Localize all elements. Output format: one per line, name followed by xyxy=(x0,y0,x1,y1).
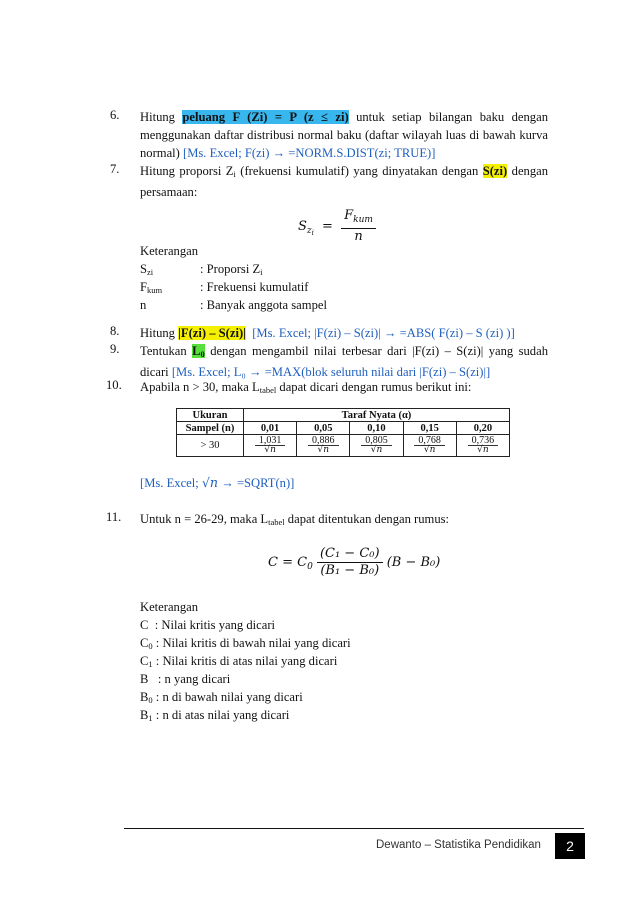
critical-value-cell: $\frac{1,031}{√n}$ xyxy=(244,435,297,457)
alpha-cell: 0,20 xyxy=(456,422,509,435)
item-9-number: 9. xyxy=(110,342,120,356)
highlight-peluang: peluang F (Zi) = P (z ≤ zi) xyxy=(182,110,349,124)
header-sampel: Sampel (n) xyxy=(177,422,244,435)
ket2-row: $B_1$ : n di atas nilai yang dicari xyxy=(140,708,290,723)
critical-value-cell: $\frac{0,768}{√n}$ xyxy=(403,435,456,457)
ket2-row: $B_0$ : n di bawah nilai yang dicari xyxy=(140,690,303,705)
header-ukuran: Ukuran xyxy=(177,409,244,422)
highlight-l0: $L_0$ xyxy=(192,344,205,359)
alpha-cell: 0,01 xyxy=(244,422,297,435)
ket2-row: C : Nilai kritis yang dicari xyxy=(140,618,276,632)
formula-interpolasi: $C = C_0$ $\frac{\text{(C₁ − C₀)}}{\text{(B₁ − B₀)}}$ (B − B₀) xyxy=(268,546,441,578)
page-number: 2 xyxy=(555,833,585,859)
critical-value-cell: $\frac{0,886}{√n}$ xyxy=(297,435,350,457)
item-6-text: Hitung peluang F (Zi) = P (z ≤ zi) untuk setiap bilangan baku dengan menggunakan daftar distribusi normal baku (daftar wilayah luas di bawah kurva normal) [Ms. Excel; F(zi) → =NORM.S.DIST(zi; TRUE)] xyxy=(140,110,548,160)
excel-note-9: [Ms. Excel; L₀ → =MAX(blok seluruh nilai dari |F(zi) – S(zi)|] xyxy=(171,365,491,379)
alpha-cell: 0,10 xyxy=(350,422,403,435)
item-7-text: Hitung proporsi $Z_i$ (frekuensi kumulatif) yang dinyatakan dengan S(zi) dengan persamaan: xyxy=(140,164,549,199)
excel-note-8: [Ms. Excel; |F(zi) – S(zi)| → =ABS( F(zi) – S (zi) )] xyxy=(245,326,515,340)
ket1-row-fkum: $F_{kum}$ : Frekuensi kumulatif xyxy=(140,280,309,295)
ket2-row: $C_0$ : Nilai kritis di bawah nilai yang dicari xyxy=(140,636,351,651)
item-11-number: 11. xyxy=(106,510,122,524)
ket2-row: $C_1$ : Nilai kritis di atas nilai yang dicari xyxy=(140,654,338,669)
ket2-row: B : n yang dicari xyxy=(140,672,231,686)
ket1-row-n: n : Banyak anggota sampel xyxy=(140,298,327,312)
keterangan-1-title: Keterangan xyxy=(140,244,199,258)
item-10-text: Apabila n > 30, maka $L_{tabel}$ dapat dicari dengan rumus berikut ini: xyxy=(140,380,472,395)
highlight-szi: S(zi) xyxy=(482,164,508,178)
item-8-text: Hitung |F(zi) – S(zi)| [Ms. Excel; |F(zi) – S(zi)| → =ABS( F(zi) – S (zi) )] xyxy=(140,326,515,340)
critical-value-cell: $\frac{0,805}{√n}$ xyxy=(350,435,403,457)
header-taraf-nyata: Taraf Nyata (α) xyxy=(244,409,510,422)
item-8-number: 8. xyxy=(110,324,120,338)
item-9-text: Tentukan $L_0$ dengan mengambil nilai terbesar dari |F(zi) – S(zi)| yang sudah dicari [Ms. Excel; L₀ → =MAX(blok seluruh nilai dari |F(zi) – S(zi)|] xyxy=(140,344,548,379)
footer-author-title: Dewanto – Statistika Pendidikan xyxy=(376,839,541,851)
item-10-number: 10. xyxy=(106,378,122,392)
alpha-cell: 0,15 xyxy=(403,422,456,435)
item-7-number: 7. xyxy=(110,162,120,176)
row-label-n30: > 30 xyxy=(177,435,244,457)
ket1-row-szi: $S_{zi}$ : Proporsi $Z_i$ xyxy=(140,262,263,277)
item-11-text: Untuk n = 26-29, maka $L_{tabel}$ dapat ditentukan dengan rumus: xyxy=(140,512,450,527)
critical-value-cell: $\frac{0,736}{√n}$ xyxy=(456,435,509,457)
alpha-cell: 0,05 xyxy=(297,422,350,435)
excel-note-6: [Ms. Excel; F(zi) → =NORM.S.DIST(zi; TRUE)] xyxy=(183,146,436,160)
footer-divider xyxy=(124,828,584,829)
keterangan-2-title: Keterangan xyxy=(140,600,199,614)
item-6-number: 6. xyxy=(110,108,120,122)
highlight-abs-diff: |F(zi) – S(zi)| xyxy=(178,326,246,340)
formula-proporsi: $S_{z_i}$ = $\frac{F_{kum}}{n}$ xyxy=(298,208,376,245)
excel-note-sqrt: [Ms. Excel; √n → =SQRT(n)] xyxy=(140,475,295,490)
lilliefors-table xyxy=(176,408,510,457)
